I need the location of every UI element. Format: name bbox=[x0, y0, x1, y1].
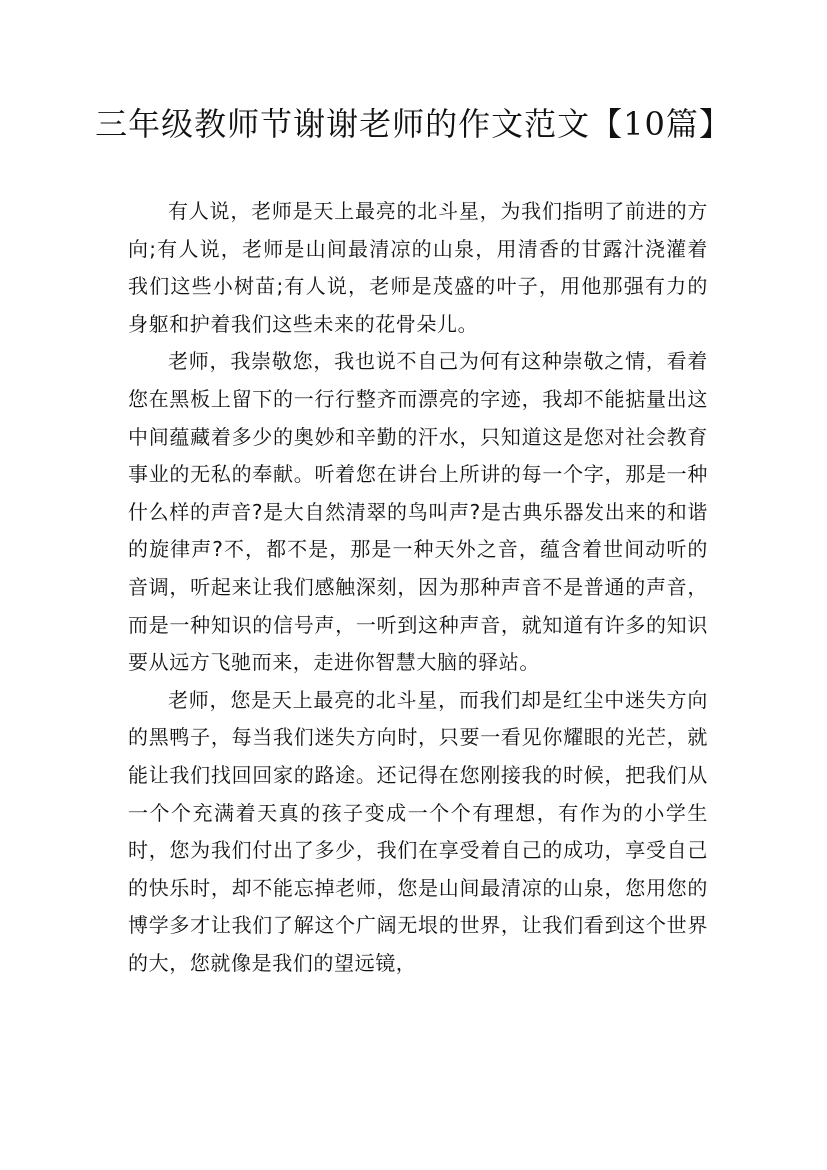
paragraph-1: 有人说，老师是天上最亮的北斗星，为我们指明了前进的方向;有人说，老师是山间最清凉的山泉，用清香的甘露汁浇灌着我们这些小树苗;有人说，老师是茂盛的叶子，用他那强有力的身躯和护着我们这些未来的花骨朵儿。 bbox=[128, 199, 708, 336]
document-body bbox=[128, 193, 708, 982]
paragraph-2: 老师，我崇敬您，我也说不自己为何有这种崇敬之情，看着您在黑板上留下的一行行整齐而漂亮的字迹，我却不能掂量出这中间蕴藏着多少的奥妙和辛勤的汗水，只知道这是您对社会教育事业的无私的奉献。听着您在讲台上所讲的每一个字，那是一种什么样的声音?是大自然清翠的鸟叫声?是古典乐器发出来的和谐的旋律声?不，都不是，那是一种天外之音，蕴含着世间动听的音调，听起来让我们感触深刻，因为那种声音不是普通的声音，而是一种知识的信号声，一听到这种声音，就知道有许多的知识要从远方飞驰而来，走进你智慧大脑的驿站。 bbox=[128, 349, 708, 675]
document-title: 三年级教师节谢谢老师的作文范文【10篇】 bbox=[95, 105, 732, 143]
paragraph-3: 老师，您是天上最亮的北斗星，而我们却是红尘中迷失方向的黑鸭子，每当我们迷失方向时，只要一看见你耀眼的光芒，就能让我们找回回家的路途。还记得在您刚接我的时候，把我们从一个个充满着天真的孩子变成一个个有理想，有作为的小学生时，您为我们付出了多少，我们在享受着自己的成功，享受自己的快乐时，却不能忘掉老师，您是山间最清凉的山泉，您用您的博学多才让我们了解这个广阔无垠的世界，让我们看到这个世界的大，您就像是我们的望远镜， bbox=[128, 687, 708, 975]
